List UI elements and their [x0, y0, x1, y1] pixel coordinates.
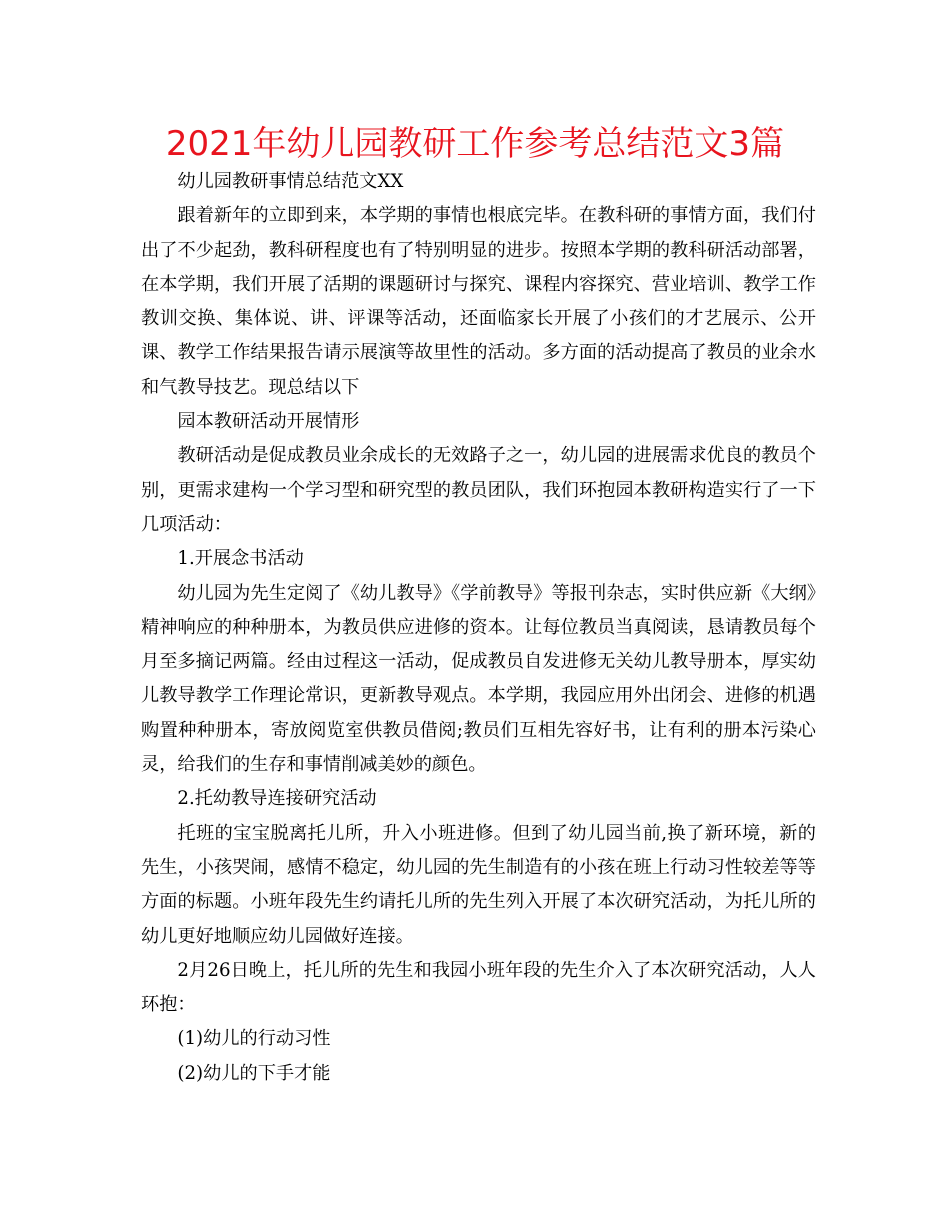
document-title: 2021年幼儿园教研工作参考总结范文3篇 — [165, 124, 785, 164]
intro-paragraph: 跟着新年的立即到来，本学期的事情也根底完毕。在教科研的事情方面，我们付出了不少起劲，教科研程度也有了特别明显的进步。按照本学期的教科研活动部署，在本学期，我们开展了活期的课题研讨与探究、课程内容探究、营业培训、教学工作教训交换、集体说、讲、评课等活动，还面临家长开展了小孩们的才艺展示、公开课、教学工作结果报告请示展演等故里性的活动。多方面的活动提高了教员的业余水和气教导技艺。现总结以下 — [141, 205, 816, 398]
section-heading: 园本教研活动开展情形 — [177, 411, 360, 433]
list-heading-1: 1.开展念书活动 — [177, 548, 304, 570]
body-paragraph: 2月26日晚上，托儿所的先生和我园小班年段的先生介入了本次研究活动，人人环抱： — [141, 959, 816, 1016]
list-item: (2)幼儿的下手才能 — [177, 1062, 331, 1084]
body-paragraph: 托班的宝宝脱离托儿所，升入小班进修。但到了幼儿园当前,换了新环境，新的先生，小孩哭闹，感情不稳定，幼儿园的先生制造有的小孩在班上行动习性较差等等方面的标题。小班年段先生约请托儿所的先生列入开展了本次研究活动，为托儿所的幼儿更好地顺应幼儿园做好连接。 — [141, 822, 816, 947]
body-paragraph: 教研活动是促成教员业余成长的无效路子之一，幼儿园的进展需求优良的教员个别，更需求建构一个学习型和研究型的教员团队，我们环抱园本教研构造实行了一下几项活动： — [141, 445, 816, 535]
list-item: (1)幼儿的行动习性 — [177, 1028, 331, 1050]
document-body — [141, 165, 816, 1091]
list-heading-2: 2.托幼教导连接研究活动 — [177, 788, 377, 810]
body-paragraph: 幼儿园为先生定阅了《幼儿教导》《学前教导》等报刊杂志，实时供应新《大纲》精神响应的种种册本，为教员供应进修的资本。让每位教员当真阅读，恳请教员每个月至多摘记两篇。经由过程这一活动，促成教员自发进修无关幼儿教导册本，厚实幼儿教导教学工作理论常识，更新教导观点。本学期，我园应用外出闭会、进修的机遇购置种种册本，寄放阅览室供教员借阅;教员们互相先容好书，让有利的册本污染心灵，给我们的生存和事情削减美妙的颜色。 — [141, 582, 816, 776]
subtitle-paragraph: 幼儿园教研事情总结范文XX — [177, 171, 404, 192]
